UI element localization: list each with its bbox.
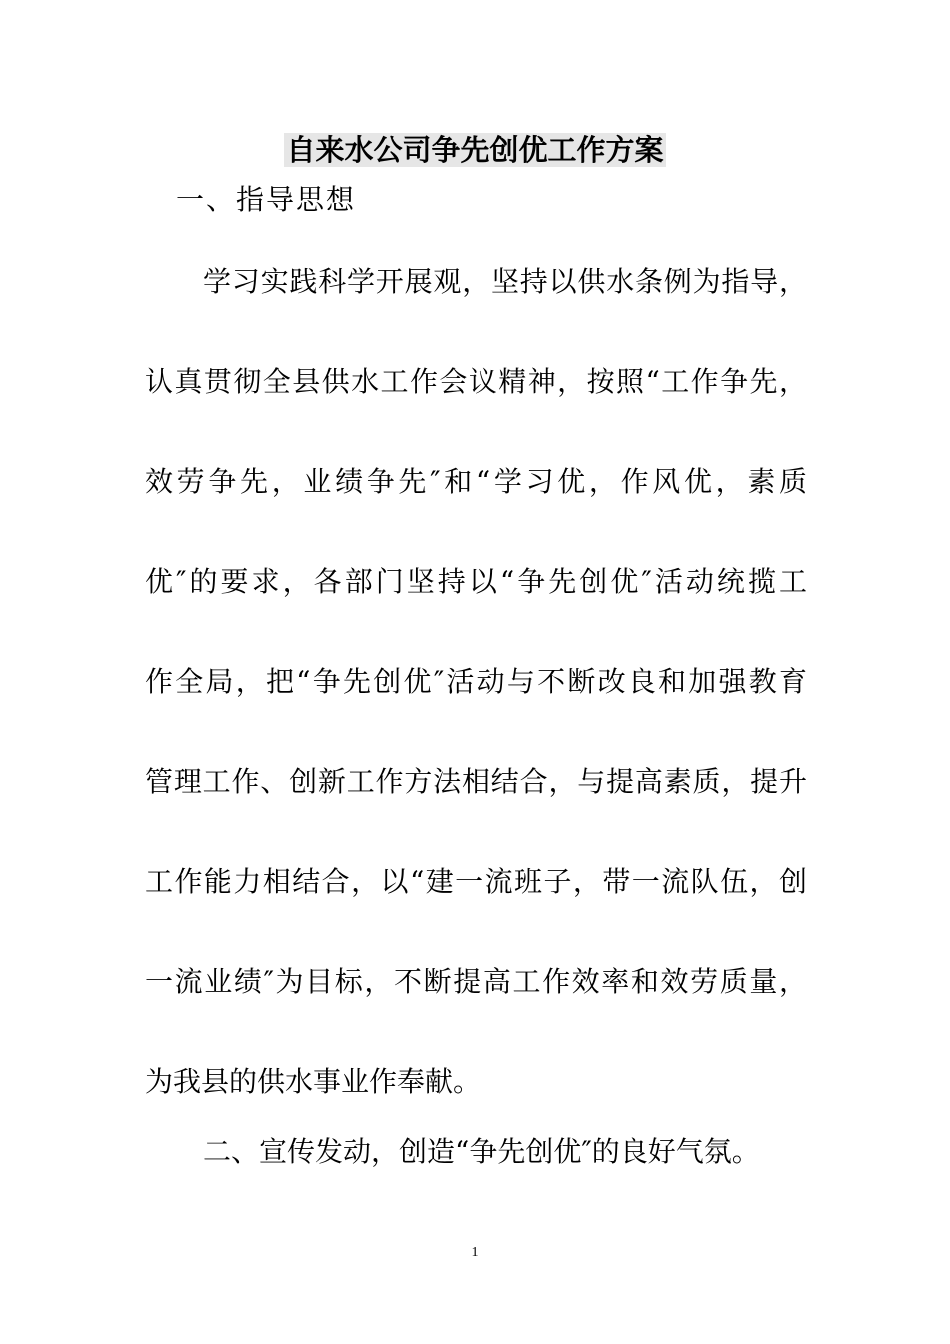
paragraph-line: 认真贯彻全县供水工作会议精神，按照“工作争先， — [145, 365, 807, 398]
paragraph-line: 为我县的供水事业作奉献。 — [145, 1065, 482, 1098]
paragraph-line: 管理工作、创新工作方法相结合，与提高素质，提升 — [145, 765, 807, 798]
page-number: 1 — [471, 1245, 479, 1260]
section-heading-guiding-ideology: 一、指导思想 — [176, 183, 357, 216]
paragraph-line: 工作能力相结合，以“建一流班子，带一流队伍，创 — [145, 865, 807, 898]
paragraph-line: 一流业绩″为目标，不断提高工作效率和效劳质量， — [145, 965, 807, 998]
document-title-text: 自来水公司争先创优工作方案 — [286, 133, 664, 167]
paragraph-line: 学习实践科学开展观，坚持以供水条例为指导， — [203, 265, 807, 298]
document-title — [0, 130, 950, 170]
paragraph-line: 作全局，把“争先创优″活动与不断改良和加强教育 — [145, 665, 807, 698]
paragraph-line: 效劳争先，业绩争先″和“学习优，作风优，素质 — [145, 465, 807, 498]
paragraph-line: 优″的要求，各部门坚持以“争先创优″活动统揽工 — [145, 565, 807, 598]
section-heading-publicity: 二、宣传发动，创造“争先创优″的良好气氛。 — [203, 1135, 760, 1168]
